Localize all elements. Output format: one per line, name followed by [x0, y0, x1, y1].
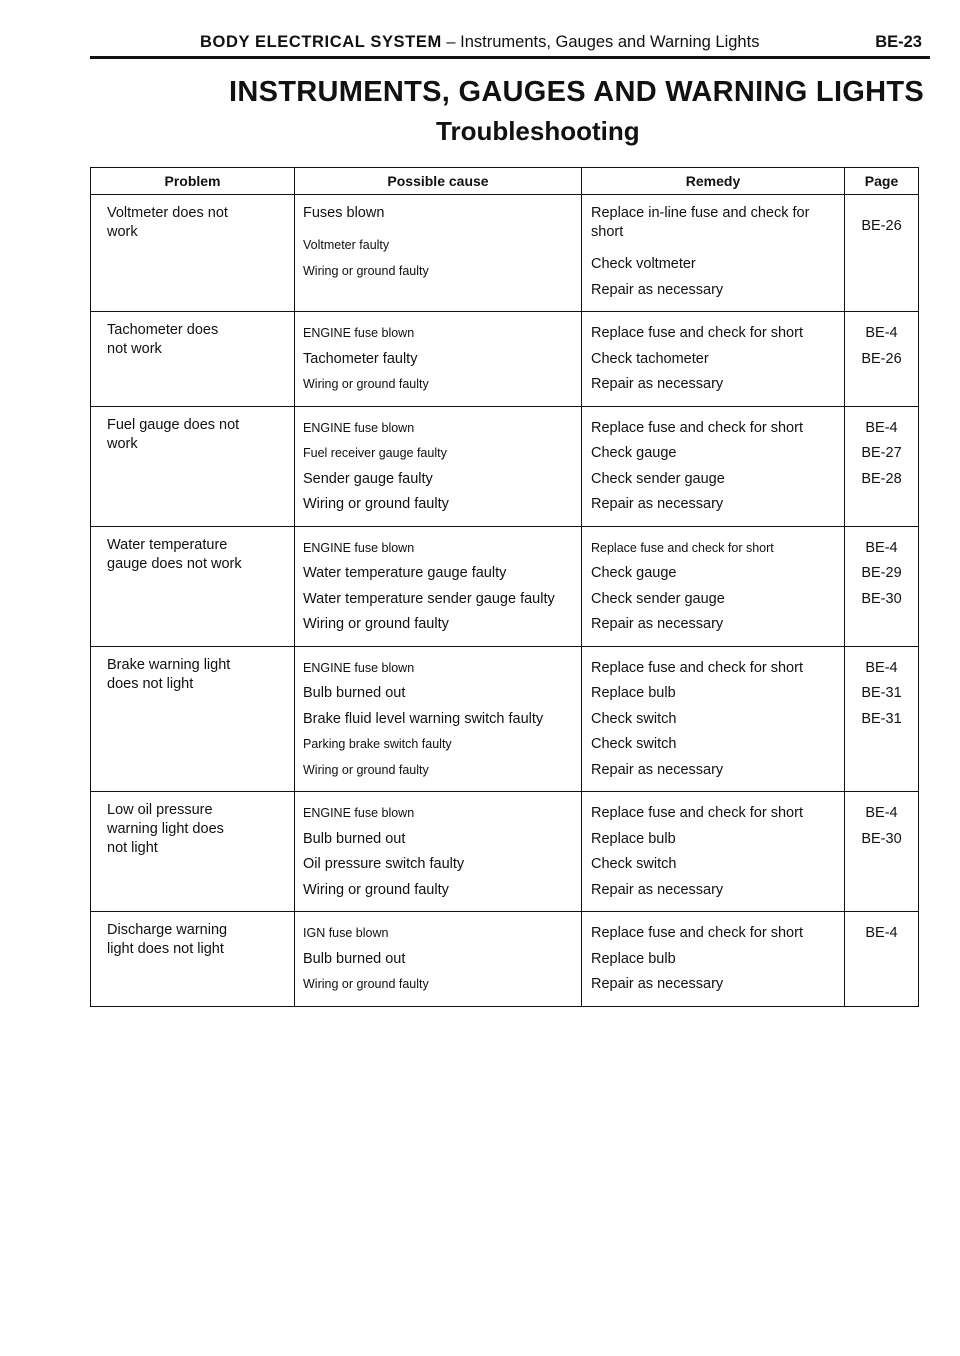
cause-line: Bulb burned out	[303, 950, 406, 967]
table-row	[91, 792, 919, 912]
problem-cell: Fuel gauge does not work	[91, 406, 295, 526]
page-title: INSTRUMENTS, GAUGES AND WARNING LIGHTS	[229, 76, 925, 108]
cause-line: Sender gauge faulty	[303, 470, 433, 487]
section-name: BODY ELECTRICAL SYSTEM	[200, 33, 442, 51]
cause-line: Fuses blown	[303, 205, 385, 221]
cause-line: ENGINE fuse blown	[303, 660, 415, 675]
column-header-cause: Possible cause	[295, 168, 582, 195]
page-line: BE-28	[861, 470, 902, 487]
cause-line: Voltmeter faulty	[303, 238, 390, 252]
cause-cell	[295, 526, 582, 646]
cause-line: ENGINE fuse blown	[303, 540, 415, 555]
cause-line: Wiring or ground faulty	[303, 762, 429, 777]
table-row	[91, 406, 919, 526]
page-line: BE-30	[861, 590, 902, 607]
remedy-line: Repair as necessary	[591, 376, 724, 392]
cause-cell	[295, 312, 582, 407]
cause-line: ENGINE fuse blown	[303, 326, 415, 340]
remedy-line: Repair as necessary	[591, 281, 724, 298]
page-cell	[845, 406, 919, 526]
remedy-line: Check gauge	[591, 565, 677, 581]
remedy-line: Check voltmeter	[591, 256, 696, 272]
remedy-cell	[582, 195, 845, 312]
remedy-line: Repair as necessary	[591, 496, 724, 512]
cause-line: Oil pressure switch faulty	[303, 856, 465, 872]
page-line: BE-4	[865, 805, 898, 821]
remedy-cell	[582, 312, 845, 407]
remedy-line: Check switch	[591, 710, 677, 727]
remedy-line: Replace fuse and check for short	[591, 805, 803, 821]
remedy-line: Check sender gauge	[591, 470, 725, 487]
remedy-cell	[582, 912, 845, 1007]
cause-line: ENGINE fuse blown	[303, 420, 415, 435]
remedy-line: Replace fuse and check for short	[591, 419, 803, 436]
problem-cell: Water temperature gauge does not work	[91, 526, 295, 646]
page-cell	[845, 195, 919, 312]
problem-cell: Voltmeter does not work	[91, 195, 295, 312]
remedy-line: Replace bulb	[591, 950, 676, 967]
section-title	[200, 33, 759, 52]
remedy-cell	[582, 792, 845, 912]
remedy-line: Check gauge	[591, 445, 677, 461]
remedy-line: Check sender gauge	[591, 590, 725, 607]
remedy-line: Replace fuse and check for short	[591, 659, 803, 676]
page-line: BE-26	[861, 218, 902, 234]
column-header-remedy: Remedy	[582, 168, 845, 195]
remedy-line: Check switch	[591, 856, 677, 872]
page-line: BE-4	[865, 659, 898, 676]
page-cell	[845, 312, 919, 407]
page-line: BE-27	[861, 445, 902, 461]
page-line: BE-4	[865, 925, 898, 941]
page-cell	[845, 792, 919, 912]
cause-line: Water temperature sender gauge faulty	[303, 590, 555, 607]
header-rule	[90, 56, 930, 59]
table-row	[91, 195, 919, 312]
cause-cell	[295, 792, 582, 912]
page-cell	[845, 646, 919, 792]
remedy-line: Replace fuse and check for short	[591, 325, 803, 341]
page-number: BE-23	[875, 33, 922, 51]
remedy-line: Replace fuse and check for short	[591, 925, 803, 941]
remedy-line: Replace fuse and check for short	[591, 540, 774, 555]
cause-line: Wiring or ground faulty	[303, 881, 449, 898]
page-line: BE-29	[861, 565, 902, 581]
table-row	[91, 646, 919, 792]
remedy-cell	[582, 526, 845, 646]
page-line: BE-30	[861, 830, 902, 847]
remedy-cell	[582, 406, 845, 526]
cause-line: Wiring or ground faulty	[303, 263, 429, 278]
cause-line: Wiring or ground faulty	[303, 616, 449, 632]
page-line: BE-4	[865, 419, 898, 436]
table-row	[91, 912, 919, 1007]
page-cell	[845, 912, 919, 1007]
remedy-line: Check switch	[591, 736, 677, 752]
remedy-line: Replace bulb	[591, 685, 676, 701]
remedy-line: Repair as necessary	[591, 616, 724, 632]
cause-line: Bulb burned out	[303, 685, 406, 701]
cause-line: ENGINE fuse blown	[303, 806, 415, 820]
cause-cell	[295, 406, 582, 526]
cause-line: Fuel receiver gauge faulty	[303, 446, 447, 460]
cause-cell	[295, 912, 582, 1007]
page-subtitle: Troubleshooting	[436, 116, 640, 146]
page-line: BE-31	[861, 685, 902, 701]
page-line: BE-4	[865, 539, 898, 556]
table-row	[91, 312, 919, 407]
subsection-name: – Instruments, Gauges and Warning Lights	[441, 33, 760, 51]
remedy-line: Replace bulb	[591, 830, 676, 847]
remedy-cell	[582, 646, 845, 792]
troubleshooting-table	[90, 167, 919, 1007]
remedy-line: Repair as necessary	[591, 976, 724, 992]
page-line: BE-31	[861, 710, 902, 727]
cause-line: Wiring or ground faulty	[303, 977, 429, 991]
remedy-line: Repair as necessary	[591, 881, 724, 898]
remedy-line: Repair as necessary	[591, 761, 724, 778]
cause-line: Water temperature gauge faulty	[303, 565, 507, 581]
problem-cell: Discharge warning light does not light	[91, 912, 295, 1007]
page-line: BE-4	[865, 325, 898, 341]
page-cell	[845, 526, 919, 646]
column-header-problem: Problem	[91, 168, 295, 195]
problem-cell: Brake warning light does not light	[91, 646, 295, 792]
column-header-page: Page	[845, 168, 919, 195]
cause-cell	[295, 646, 582, 792]
table-header-row	[91, 168, 919, 195]
remedy-line: Replace in-line fuse and check for short	[591, 205, 810, 240]
problem-cell: Low oil pressure warning light does not light	[91, 792, 295, 912]
remedy-line: Check tachometer	[591, 350, 709, 367]
problem-cell: Tachometer does not work	[91, 312, 295, 407]
page-line: BE-26	[861, 350, 902, 367]
cause-line: Parking brake switch faulty	[303, 737, 452, 751]
cause-line: Wiring or ground faulty	[303, 377, 429, 391]
cause-line: Tachometer faulty	[303, 350, 418, 367]
cause-line: Brake fluid level warning switch faulty	[303, 710, 544, 727]
cause-cell	[295, 195, 582, 312]
table-row	[91, 526, 919, 646]
cause-line: Wiring or ground faulty	[303, 496, 449, 512]
cause-line: Bulb burned out	[303, 830, 406, 847]
cause-line: IGN fuse blown	[303, 926, 389, 940]
